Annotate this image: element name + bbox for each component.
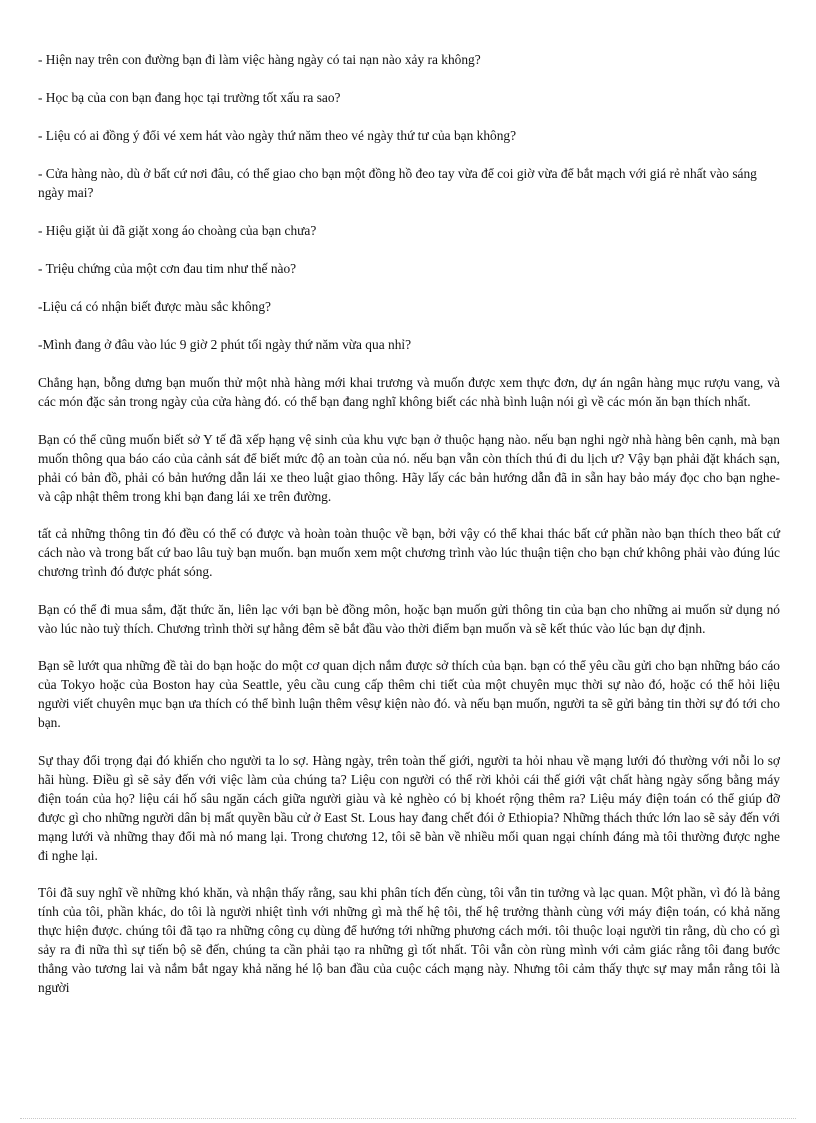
paragraph: Bạn có thể cũng muốn biết sở Y tế đã xếp hạng vệ sinh của khu vực bạn ở thuộc hạng nào. nếu bạn nghi ngờ nhà hàng bên cạnh, mà bạn muốn thông qua báo cáo của cảnh sát để biết mức độ an toàn của nó. nếu bạn vẫn còn thích thú đi du lịch ư? Vậy bạn phải đặt khách sạn, phải có bản đồ, phải có bản hướng dẫn lái xe theo luật giao thông. Hãy lấy các bản hướng dẫn đã in sẵn hay bảo máy đọc cho bạn nghe- và cập nhật thêm trong khi bạn đang lái xe trên đường. xyxy=(38,431,780,504)
document-page xyxy=(38,50,780,1016)
question-item: - Hiện nay trên con đường bạn đi làm việc hàng ngày có tai nạn nào xảy ra không? xyxy=(38,52,481,67)
paragraph: Bạn sẽ lướt qua những đề tài do bạn hoặc do một cơ quan dịch nắm được sở thích của bạn. bạn có thể yêu cầu gửi cho bạn những báo cáo của Tokyo hoặc của Boston hay của Seattle, yêu cầu cung cấp thêm chi tiết của một chuyên mục thời sự nào đó, hoặc có thể hỏi liệu người viết chuyên mục bạn ưa thích có thể bình luận thêm vêsự kiện nào đó. và nếu bạn muốn, người ta sẽ gửi bảng tin thời sự đó tới cho bạn. xyxy=(38,658,780,730)
question-item: - Học bạ của con bạn đang học tại trường tốt xấu ra sao? xyxy=(38,90,341,105)
paragraph: tất cả những thông tin đó đều có thể có được và hoàn toàn thuộc về bạn, bởi vậy có thể khai thác bất cứ phần nào bạn thích theo bất cứ cách nào và trong bất cứ bao lâu tuỳ bạn muốn. bạn muốn xem một chương trình vào lúc thuận tiện cho bạn chứ không phải vào đúng lúc chương trình đó được phát sóng. xyxy=(38,526,780,579)
question-item: - Liệu có ai đồng ý đổi vé xem hát vào ngày thứ năm theo vé ngày thứ tư của bạn không? xyxy=(38,128,517,143)
paragraph: Sự thay đổi trọng đại đó khiến cho người ta lo sợ. Hàng ngày, trên toàn thế giới, người ta hỏi nhau về mạng lưới đó thường với nỗi lo sợ hãi hùng. Điều gì sẽ sảy đến với việc làm của chúng ta? Liệu con người có thể rời khỏi cái thế giới vật chất hàng ngày sống bằng máy điện toán của họ? liệu cái hố sâu ngăn cách giữa người giàu và kẻ nghèo có bị khoét rộng thêm ra? Liệu máy điện toán có thể giúp đỡ được gì cho những người dân bị mất quyền bầu cử ở East St. Lous hay đang chết đói ở Ethiopia? Những thách thức lớn lao sẽ sảy đến với mạng lưới và những thay đổi mà nó mang lại. Trong chương 12, tôi sẽ bàn về nhiều mối quan ngại chính đáng mà tôi thường được nghe đi nghe lại. xyxy=(38,752,780,863)
paragraph: Chẳng hạn, bỗng dưng bạn muốn thử một nhà hàng mới khai trương và muốn được xem thực đơn, dự án ngân hàng mục rượu vang, và các món đặc sản trong ngày của cửa hàng đó. có thể bạn đang nghĩ không biết các nhà bình luận nói gì về các món ăn bạn thích nhất. xyxy=(38,375,780,409)
question-item: - Triệu chứng của một cơn đau tim như thế nào? xyxy=(38,261,297,276)
paragraph: Tôi đã suy nghĩ về những khó khăn, và nhận thấy rằng, sau khi phân tích đến cùng, tôi vẫn tin tưởng và lạc quan. Một phần, vì đó là bảng tính của tôi, phần khác, do tôi là người nhiệt tình với những gì mà thế hệ tôi, thế hệ trưởng thành cùng với máy điện toán, có khả năng thực hiện được. chúng tôi đã tạo ra những công cụ dùng để hướng tới những phương cách mới. tôi thuộc loại người tin rằng, dù cho có gì sảy ra đi nữa thì sự tiến bộ sẽ đến, chúng ta cần phải tạo ra những gì tốt nhất. Tôi vẫn còn rùng mình với cảm giác rằng tôi đang bước thẳng vào tương lai và nắm bắt ngay khả năng hé lộ ban đầu của cuộc cách mạng này. Nhưng tôi cảm thấy thực sự may mắn rằng tôi là người xyxy=(38,885,780,995)
question-item: - Hiệu giặt ủi đã giặt xong áo choàng của bạn chưa? xyxy=(38,223,317,238)
page-divider xyxy=(20,1118,796,1119)
body-text xyxy=(38,373,780,997)
question-item: - Cửa hàng nào, dù ở bất cứ nơi đâu, có thể giao cho bạn một đồng hồ đeo tay vừa để coi giờ vừa để bắt mạch với giá rẻ nhất vào sáng ngày mai? xyxy=(38,166,757,200)
question-item: -Mình đang ở đâu vào lúc 9 giờ 2 phút tối ngày thứ năm vừa qua nhỉ? xyxy=(38,337,412,352)
paragraph: Bạn có thể đi mua sắm, đặt thức ăn, liên lạc với bạn bè đồng môn, hoặc bạn muốn gửi thông tin của bạn cho những ai muốn sử dụng nó vào lúc nào tuỳ thích. Chương trình thời sự hằng đêm sẽ bắt đầu vào thời điểm bạn muốn và sẽ kết thúc vào lúc bạn dự định. xyxy=(38,601,780,636)
question-list xyxy=(38,50,780,354)
question-item: -Liệu cá có nhận biết được màu sắc không? xyxy=(38,299,271,314)
